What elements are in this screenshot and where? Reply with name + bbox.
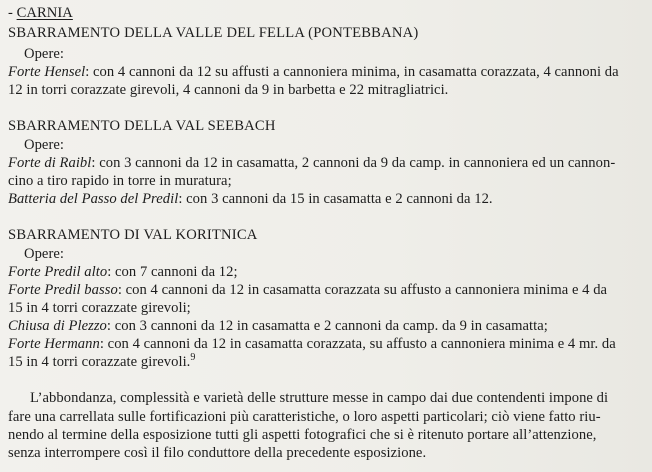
- section-1-opere-label: Opere:: [24, 46, 65, 62]
- paragraph-line-4: senza interrompere così il filo conduttore della precedente esposizione.: [8, 445, 427, 461]
- section-3-entry-4-line-2: [8, 353, 195, 371]
- entry-text: 15 in 4 torri corazzate girevoli.: [8, 354, 191, 370]
- entry-text: : con 4 cannoni da 12 in casamatta corazzata su affusto a cannoniera minima e 4 da: [117, 282, 608, 298]
- section-1-heading: SBARRAMENTO DELLA VALLE DEL FELLA (PONTEBBANA): [8, 25, 419, 41]
- entry-text: : con 3 cannoni da 12 in casamatta, 2 cannoni da 9 da camp. in cannoniera ed un cannon-: [91, 155, 616, 171]
- entry-text: : con 4 cannoni da 12 su affusti a cannoniera minima, in casamatta corazzata, 4 cannoni da: [85, 64, 619, 80]
- entry-name: Batteria del Passo del Predil: [8, 191, 179, 207]
- section-2-entry-1-line-1: [8, 154, 615, 172]
- entry-name: Forte Hermann: [8, 336, 100, 352]
- entry-name: Forte Hensel: [8, 64, 86, 80]
- section-3-entry-1: [8, 263, 238, 281]
- section-2-opere-label: Opere:: [24, 137, 65, 153]
- entry-text: : con 7 cannoni da 12;: [107, 264, 238, 280]
- region-title: [8, 4, 73, 22]
- section-3-heading: SBARRAMENTO DI VAL KORITNICA: [8, 227, 258, 243]
- entry-text: : con 3 cannoni da 15 in casamatta e 2 cannoni da 12.: [178, 191, 493, 207]
- region-title-text: CARNIA: [16, 5, 73, 21]
- paragraph-line-1: L’abbondanza, complessità e varietà delle strutture messe in campo dai due contendenti impone di: [30, 390, 609, 406]
- entry-text: : con 4 cannoni da 12 in casamatta corazzata, su affusto a cannoniera minima e 4 mr. da: [99, 336, 616, 352]
- section-1-entry-1-line-1: [8, 63, 619, 81]
- section-3-entry-2-line-2: 15 in 4 torri corazzate girevoli;: [8, 300, 191, 316]
- entry-name: Forte di Raibl: [8, 155, 92, 171]
- paragraph-line-2: fare una carrellata sulle fortificazioni più caratteristiche, o loro aspetti particolari; ciò viene fatto riu-: [8, 409, 601, 425]
- section-2-entry-1-line-2: cino a tiro rapido in torre in muratura;: [8, 173, 232, 189]
- entry-name: Forte Predil alto: [8, 264, 108, 280]
- section-3-entry-2-line-1: [8, 281, 607, 299]
- region-title-prefix: -: [8, 5, 17, 21]
- entry-name: Forte Predil basso: [8, 282, 118, 298]
- section-3-entry-4-line-1: [8, 335, 616, 353]
- section-3-entry-3: [8, 317, 548, 335]
- paragraph-line-3: nendo al termine della esposizione tutti gli aspetti fotografici che si è ritenuto portare all’attenzione,: [8, 427, 597, 443]
- entry-name: Chiusa di Plezzo: [8, 318, 107, 334]
- footnote-marker: 9: [190, 352, 196, 363]
- section-2-heading: SBARRAMENTO DELLA VAL SEEBACH: [8, 118, 276, 134]
- section-3-opere-label: Opere:: [24, 246, 65, 262]
- section-2-entry-2: [8, 190, 493, 208]
- entry-text: : con 3 cannoni da 12 in casamatta e 2 cannoni da camp. da 9 in casamatta;: [106, 318, 548, 334]
- section-1-entry-1-line-2: 12 in torri corazzate girevoli, 4 cannoni da 9 in barbetta e 22 mitragliatrici.: [8, 82, 449, 98]
